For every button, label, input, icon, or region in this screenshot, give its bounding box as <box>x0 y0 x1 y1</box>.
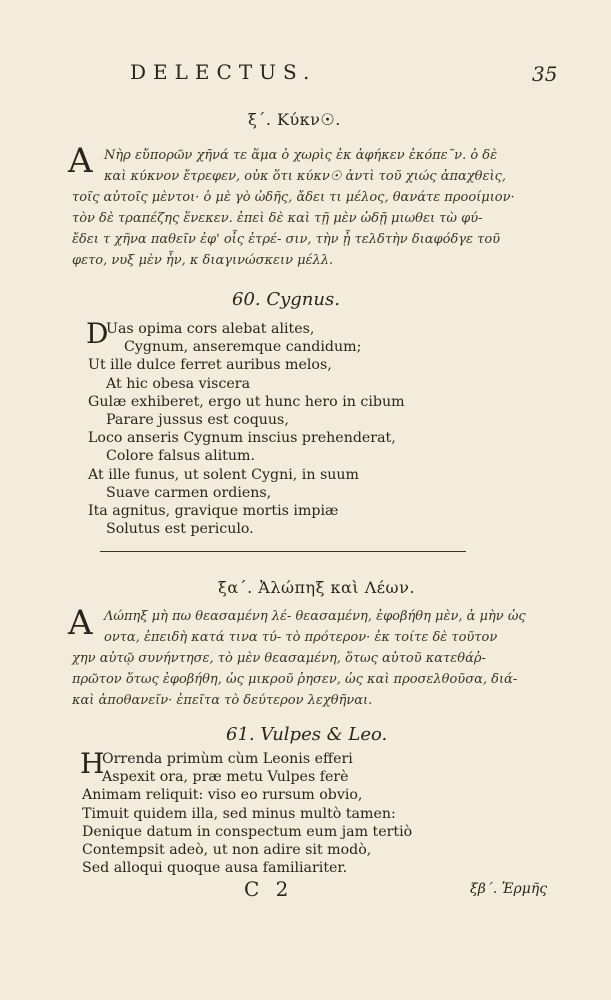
verse-line: Gulæ exhiberet, ergo ut hunc hero in cibum <box>88 393 405 410</box>
running-head-title: DELECTUS. <box>130 60 317 84</box>
verse-60 <box>86 317 405 538</box>
verse-drop-initial-61: H <box>80 747 105 780</box>
running-head <box>0 58 611 90</box>
verse-line: Aspexit ora, præ metu Vulpes ferè <box>102 769 349 786</box>
greek-drop-initial-61: Α <box>68 603 93 643</box>
verse-line: Colore falsus alitum. <box>106 448 255 465</box>
greek-title-61: ξα΄. Ἀλώπηξ καὶ Λέων. <box>218 578 415 597</box>
verse-line: Cygnum, anseremque candidum; <box>124 339 362 356</box>
verse-line: Ut ille dulce ferret auribus melos, <box>88 357 332 374</box>
verse-line: Contempsit adeò, ut non adire sit modò, <box>82 842 372 859</box>
greek-line-60-4: τὸν δὲ τραπέζης ἕνεκεν. ἐπεὶ δὲ καὶ τῇ μὲν ὠδῇ μιωθει τὼ φύ- <box>72 211 483 226</box>
greek-line-60-6: φετο, νυξ μὲν ἦν, κ διαγινώσκειν μέλλ. <box>72 253 334 268</box>
latin-title-60: 60. Cygnus. <box>232 289 340 310</box>
greek-drop-initial-60: Α <box>68 141 93 181</box>
verse-line: At ille funus, ut solent Cygni, in suum <box>88 466 359 483</box>
verse-line: Ita agnitus, gravique mortis impiæ <box>88 503 339 520</box>
verse-line: Suave carmen ordiens, <box>106 484 272 501</box>
verse-line: Parare jussus est coquus, <box>106 412 289 429</box>
greek-line-61-5: καὶ ἀποθανεῖν· ἐπεῖτα τὸ δεύτερον λεχθῆναι. <box>72 693 373 708</box>
greek-line-60-1: Νὴρ εὔπορῶν χῆνά τε ἅμα ὁ χωρὶς ἐκ ἀφήκεν ἐκόπε῀ν. ὁ δὲ <box>104 148 498 163</box>
page-number: 35 <box>532 62 558 86</box>
verse-line: Denique datum in conspectum eum jam tertiò <box>82 823 413 840</box>
greek-line-61-4: πρῶτον ὅτως ἐφοβήθη, ὡς μικροῦ ῥησεν, ὡς καὶ προσελθοῦσα, διά- <box>72 672 518 687</box>
signature-mark: C 2 <box>244 877 294 901</box>
greek-line-60-5: ἔδει τ χῆνα παθεῖν ἐφ' οἷς ἐτρέ- σιν, τὴν ᾖ τελδτὴν διαφόδγε τοῦ <box>72 232 501 247</box>
greek-line-61-3: χην αὐτῷ συνήντησε, τὸ μὲν θεασαμένη, ὅτως αὐτοῦ κατεθάῤ- <box>72 651 486 666</box>
catchword: ξβ΄. Ἑρμῆς <box>470 881 548 897</box>
verse-line: Loco anseris Cygnum inscius prehenderat, <box>88 430 396 447</box>
verse-61 <box>80 747 413 877</box>
verse-line: Orrenda primùm cùm Leonis efferi <box>102 751 353 767</box>
greek-line-60-2: καὶ κύκνον ἔτρεφεν, οὐκ ὅτι κύκν☉ ἀντὶ τοῦ χιώς ἀπαχθεὶς, <box>104 169 506 184</box>
greek-title-60: ξ΄. Κύκν☉. <box>248 110 341 129</box>
verse-line: Uas opima cors alebat alites, <box>106 321 315 337</box>
verse-line: Solutus est periculo. <box>106 521 254 538</box>
greek-line-60-3: τοῖς αὐτοῖς μὲντοι· ὁ μὲ γὸ ὠδῆς, ἄδει τι μέλος, θανάτε προοίμιον· <box>72 190 515 205</box>
verse-line: At hic obesa viscera <box>106 375 251 392</box>
verse-line: Sed alloqui quoque ausa familiariter. <box>82 860 348 877</box>
latin-title-61: 61. Vulpes & Leo. <box>226 724 388 745</box>
verse-line: Timuit quidem illa, sed minus multò tamen: <box>82 805 396 822</box>
section-divider <box>100 551 466 552</box>
greek-line-61-2: οντα, ἐπειδὴ κατά τινα τύ- τὸ πρότερον· ἐκ τοίτε δὲ τοῦτον <box>104 630 498 645</box>
verse-line: Animam reliquit: viso eo rursum obvio, <box>82 787 363 804</box>
greek-line-61-1: Λώπηξ μὴ πω θεασαμένη λέ- θεασαμένη, ἐφοβήθη μὲν, ἀ μὴν ὡς <box>104 609 526 624</box>
verse-drop-initial-60: D <box>86 317 109 350</box>
